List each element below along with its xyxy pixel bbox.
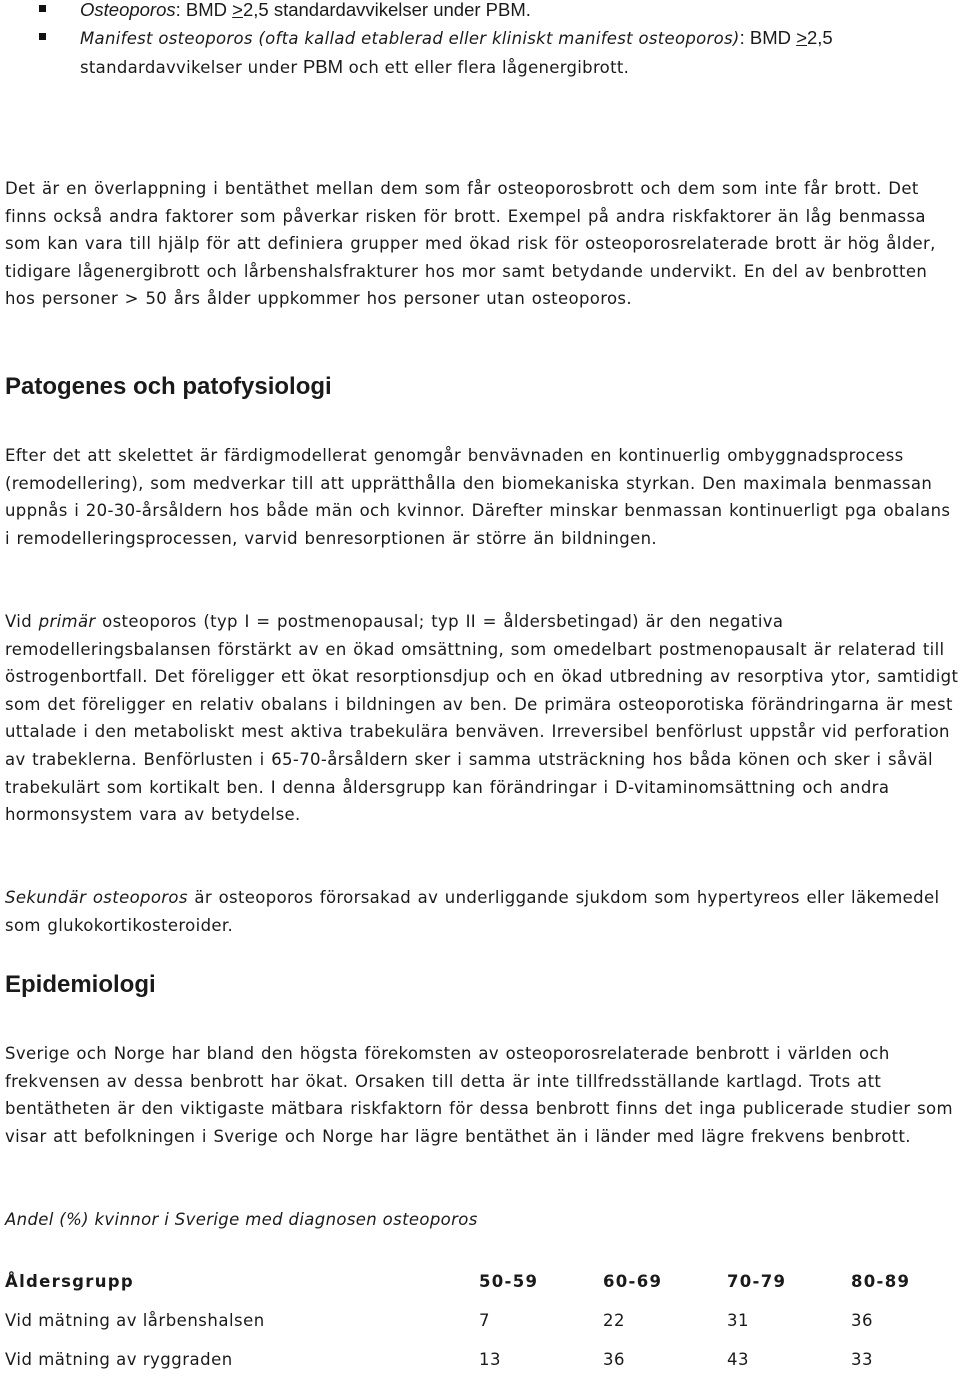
paragraph-secondary-osteoporosis: [5, 884, 960, 939]
paragraph-epidemiology: Sverige och Norge har bland den högsta förekomsten av osteoporosrelaterade benbrott i världen och frekvensen av dessa benbrott har ökat. Orsaken till detta är inte tillfredsställande kartlagd. Trots att bentätheten är den viktigaste mätbara riskfaktorn för dessa benbrott finns det inga publicerade studier som visar att befolkningen i Sverige och Norge har lägre bentäthet än i länder med lägre frekvens benbrott.: [5, 1044, 953, 1146]
primary-text: osteoporos (typ I = postmenopausal; typ II = åldersbetingad) är den negativa remodelleringsbalansen förstärkt av en ökad omsättning, som omedelbart postmenopausalt är relaterad till östrogenbortfall. Det föreligger ett ökat resorptionsdjup och en ökad utbredning av resorptiva ytor, samtidigt som det föreligger en relativ obalans i bildningen av ben. De primära osteoporotiska förändringarna är mest uttalade i den metaboliskt mest aktiva trabekulära benväven. Irreversibel benförlust uppstår vid perforation av trabeklerna. Benförlusten i 65-70-årsåldern sker i samma utsträckning hos båda könen och sker i såväl trabekulärt som kortikalt ben. I denna åldersgrupp kan förändringar i D-vitaminomsättning och andra hormonsystem vara av betydelse.: [5, 612, 959, 825]
primary-pre: Vid: [5, 612, 39, 631]
table-row: [5, 1307, 960, 1346]
paragraph-remodeling: Efter det att skelettet är färdigmodellerat genomgår benvävnaden en kontinuerlig ombyggnadsprocess (remodellering), som medverkar till att upprätthålla den biomekaniska styrkan. Den maximala benmassan uppnås i 20-30-årsåldern hos både män och kvinnor. Därefter minskar benmassan kontinuerligt pga obalans i remodelleringsprocessen, varvid benresorptionen är större än bildningen.: [5, 446, 951, 548]
table-header-cell: 50-59: [479, 1272, 539, 1291]
table-header-cell: 60-69: [603, 1272, 663, 1291]
secondary-emphasis: Sekundär osteoporos: [5, 888, 188, 907]
table-cell: 33: [851, 1350, 873, 1369]
table-cell: Vid mätning av lårbenshalsen: [5, 1311, 265, 1330]
table-header-row: [5, 1268, 960, 1307]
table-cell: 7: [479, 1311, 490, 1330]
bullet-icon: [39, 33, 46, 40]
pbm-abbrev: PBM: [302, 56, 344, 77]
definition-colon: : BMD: [739, 27, 797, 48]
paragraph-bone-density-overlap: Det är en överlappning i bentäthet mellan dem som får osteoporosbrott och dem som inte får brott. Det finns också andra faktorer som påverkar risken för brott. Exempel på andra riskfaktorer än låg benmassa som kan vara till hjälp för att definiera grupper med ökad risk för osteoporosrelaterade brott är hög ålder, tidigare lågenergibrott och lårbenshalsfrakturer hos mor samt betydande undervikt. En del av benbrotten hos personer > 50 års ålder uppkommer hos personer utan osteoporos.: [5, 179, 936, 309]
definition-list: [5, 0, 955, 82]
table-caption: Andel (%) kvinnor i Sverige med diagnosen osteoporos: [5, 1210, 478, 1229]
definition-text: 2,5: [807, 27, 833, 48]
definition-text-end: och ett eller flera lågenergibrott.: [343, 58, 630, 77]
greater-equal-sign: >: [232, 0, 243, 20]
definition-text-cont: standardavvikelser under: [80, 58, 303, 77]
table-cell: 22: [603, 1311, 625, 1330]
table-row: [5, 1346, 960, 1385]
table-cell: 31: [727, 1311, 749, 1330]
table-header-cell: 70-79: [727, 1272, 787, 1291]
table-cell: 43: [727, 1350, 749, 1369]
section-heading-patogenes: Patogenes och patofysiologi: [5, 373, 332, 400]
greater-equal-sign: >: [796, 27, 807, 48]
table-header-cell: Åldersgrupp: [5, 1272, 135, 1291]
table-cell: 36: [851, 1311, 873, 1330]
table-cell: 36: [603, 1350, 625, 1369]
table-cell: 13: [479, 1350, 501, 1369]
paragraph-primary-osteoporosis: [5, 608, 960, 829]
bullet-icon: [39, 5, 46, 12]
table-cell: Vid mätning av ryggraden: [5, 1350, 233, 1369]
primary-emphasis: primär: [38, 612, 96, 631]
osteoporosis-table: [5, 1268, 960, 1385]
list-item: [5, 24, 955, 82]
table-header-cell: 80-89: [851, 1272, 911, 1291]
secondary-text: är osteoporos förorsakad av underliggande sjukdom som hypertyreos eller läkemedel som glukokortikosteroider.: [5, 888, 940, 935]
definition-term: Manifest osteoporos (ofta kallad etablerad eller kliniskt manifest osteoporos): [80, 29, 740, 48]
definition-text: 2,5 standardavvikelser under PBM.: [242, 0, 531, 20]
list-item: [5, 0, 955, 24]
section-heading-epidemiologi: Epidemiologi: [5, 971, 156, 998]
definition-term: Osteoporos: [80, 0, 176, 20]
definition-colon: : BMD: [175, 0, 233, 20]
